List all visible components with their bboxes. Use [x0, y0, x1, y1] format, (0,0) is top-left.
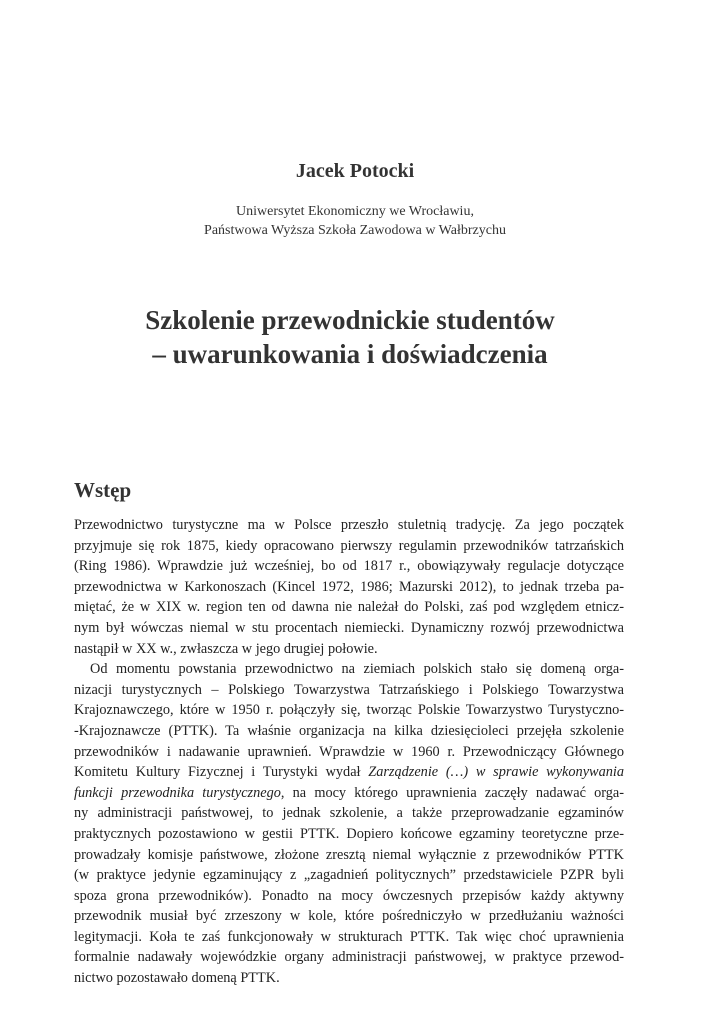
affiliation [0, 202, 710, 240]
body-text [74, 515, 624, 989]
text-line: nastąpił w XX w., zwłaszcza w jego drugiej połowie. [74, 640, 378, 657]
title-line: – uwarunkowania i doświadczenia [152, 339, 548, 369]
text-line: legitymacji. Koła te zaś funkcjonowały w strukturach PTTK. Tak więc choć uprawnienia [74, 928, 624, 945]
text-line: prowadzały komisje państwowe, złożone zresztą niemal wyłącznie z przewodników PTTK [74, 846, 624, 863]
text-line: (w praktyce jedynie egzaminujący z „zagadnień politycznych” przedstawiciele PZPR byli [74, 867, 624, 884]
text-line: przewodnik musiał być zrzeszony w kole, które pośredniczyło w przedłużaniu ważności [74, 908, 624, 925]
text-line: miętać, że w XIX w. region ten od dawna nie należał do Polski, zaś pod względem etnicz- [74, 599, 624, 616]
text-line: nizacji turystycznych – Polskiego Towarzystwa Tatrzańskiego i Polskiego Towarzystwa [74, 681, 624, 698]
text-line: Przewodnictwo turystyczne ma w Polsce przeszło stuletnią tradycję. Za jego początek [74, 517, 624, 533]
text-line: przewodników i nadawanie uprawnień. Wprawdzie w 1960 r. Przewodniczący Głównego [74, 743, 624, 760]
title-line: Szkolenie przewodnickie studentów [145, 305, 555, 335]
text-line: nym był wówczas niemal w stu procentach niemiecki. Dynamiczny rozwój przewodnictwa [74, 619, 624, 636]
section-heading: Wstęp [74, 478, 132, 502]
text-line: przyjmuje się rok 1875, kiedy opracowano pierwszy regulamin przewodników tatrzańskich [74, 537, 624, 554]
text-line: (Ring 1986). Wprawdzie już wcześniej, bo od 1817 r., obowiązywały regulacje dotyczące [74, 558, 624, 575]
affiliation-line: Uniwersytet Ekonomiczny we Wrocławiu, [236, 204, 474, 219]
italic-title-segment: Zarządzenie (…) w sprawie wykonywania [368, 764, 624, 781]
text-line: ny administracji państwowej, to jednak szkolenie, a także przeprowadzanie egzaminów [74, 805, 624, 822]
paragraph-2 [74, 659, 624, 989]
text-line: praktycznych pozostawiono w gestii PTTK. Dopiero końcowe egzaminy teoretyczne prze- [74, 825, 624, 842]
text-line: Od momentu powstania przewodnictwo na ziemiach polskich stało się domeną orga- [90, 661, 624, 678]
text-line: spoza grona przewodników). Ponadto na mocy ówczesnych przepisów każdy aktywny [74, 887, 624, 904]
text-line [74, 783, 624, 804]
text-line: -Krajoznawcze (PTTK). Ta właśnie organizacja na kilka dziesięcioleci przejęła szkolenie [74, 722, 624, 739]
text-segment: , na mocy którego uprawnienia zaczęły nadawać orga- [280, 784, 624, 801]
text-line: formalnie nadawały wojewódzkie organy administracji państwowej, w praktyce przewod- [74, 949, 624, 966]
paragraph-1 [74, 515, 624, 659]
text-segment: Komitetu Kultury Fizycznej i Turystyki wydał [74, 764, 369, 781]
paper-title [0, 303, 700, 371]
text-line: przewodnictwa w Karkonoszach (Kincel 1972, 1986; Mazurski 2012), to jednak trzeba pa- [74, 578, 624, 595]
text-line: Krajoznawczego, które w 1950 r. połączyły się, tworząc Polskie Towarzystwo Turystyczno- [74, 702, 624, 719]
affiliation-line: Państwowa Wyższa Szkoła Zawodowa w Wałbrzychu [204, 223, 506, 238]
author-name: Jacek Potocki [295, 160, 415, 182]
text-line: nictwo pozostawało domeną PTTK. [74, 970, 280, 987]
italic-title-segment: funkcji przewodnika turystycznego [74, 784, 281, 801]
text-line [74, 762, 624, 783]
